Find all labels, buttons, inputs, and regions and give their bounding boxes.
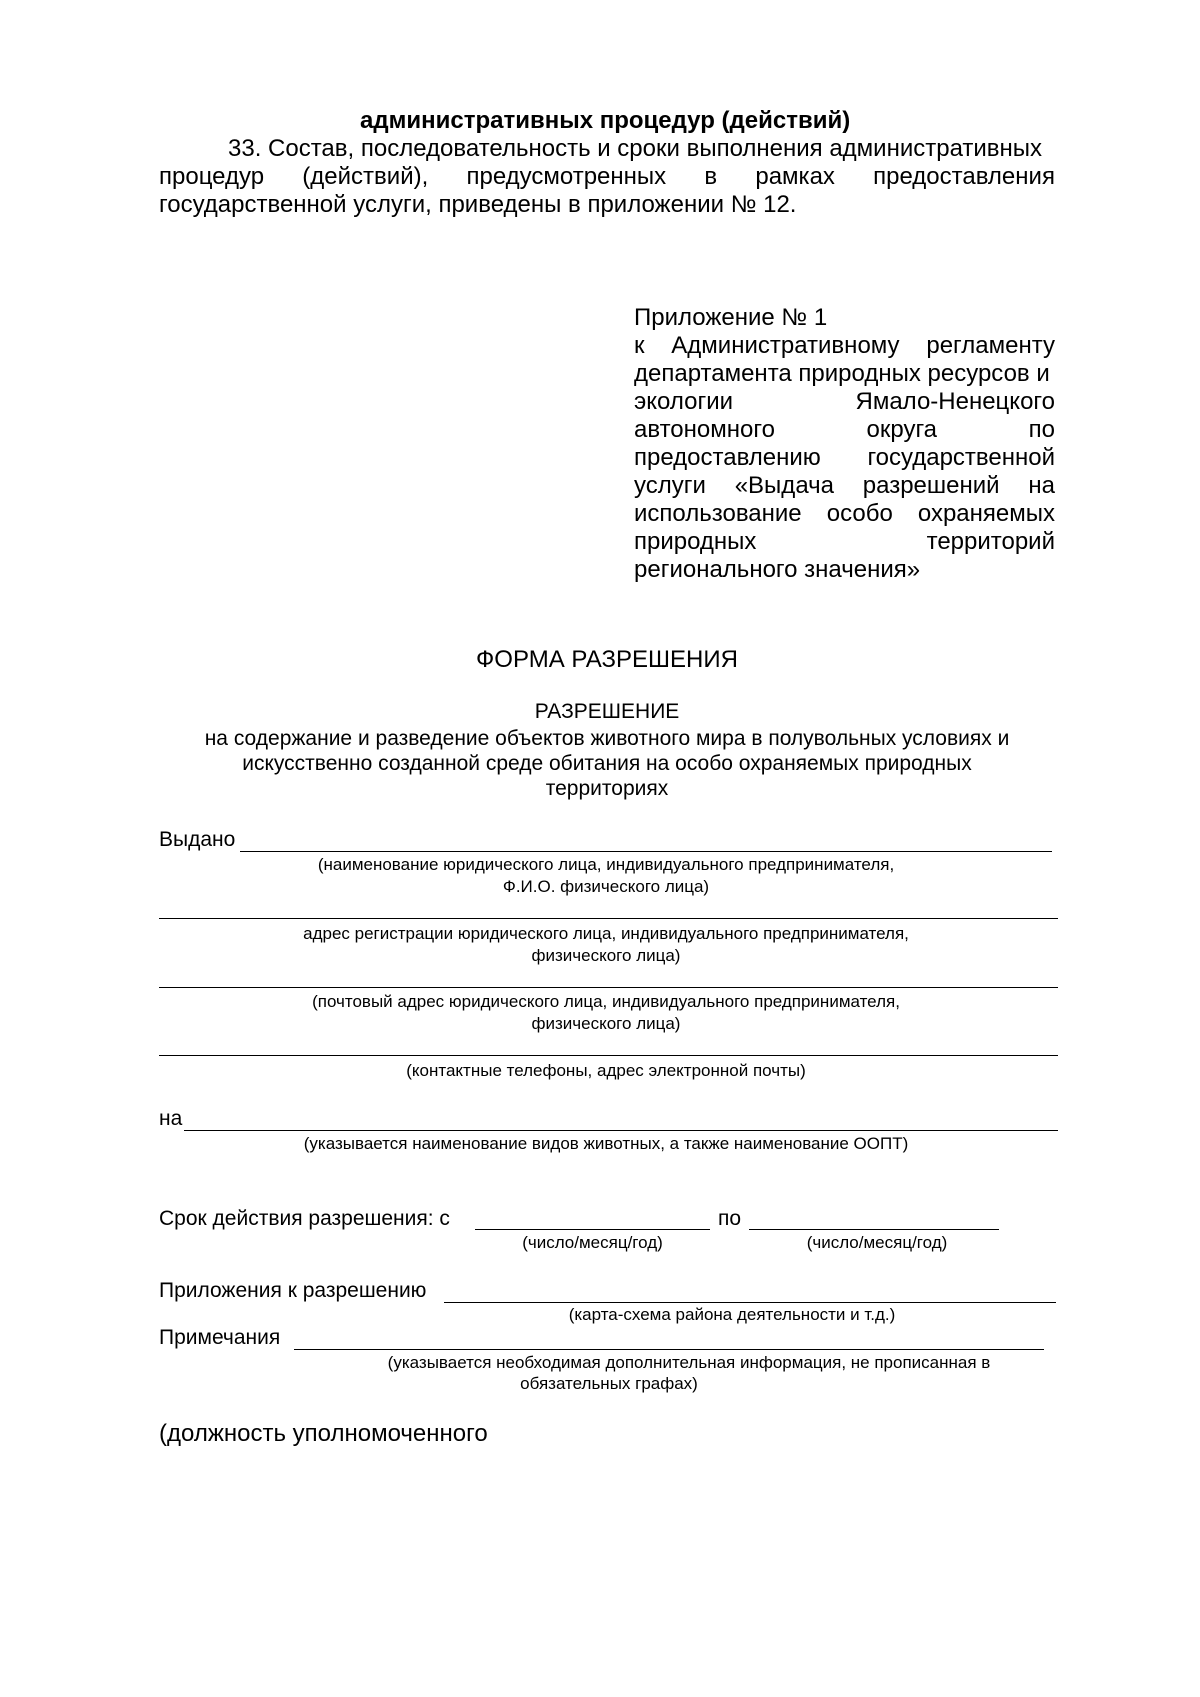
word: экологии — [634, 388, 734, 415]
permit-subtitle-1: на содержание и разведение объектов животного мира в полувольных условиях и — [204, 727, 1010, 750]
postal-address-field-line[interactable] — [159, 987, 1058, 988]
word: округа — [866, 416, 938, 443]
attachments-label: Приложения к разрешению — [159, 1279, 427, 1302]
section-heading: административных процедур (действий) — [360, 107, 851, 134]
notes-label: Примечания — [159, 1326, 281, 1349]
date-hint-from: (число/месяц/год) — [522, 1233, 663, 1252]
appendix-line: регионального значения» — [634, 556, 921, 583]
paragraph-33-line-2 — [159, 162, 1055, 192]
contacts-field-line[interactable] — [159, 1055, 1058, 1056]
notes-hint-1: (указывается необходимая дополнительная информация, не прописанная в — [387, 1353, 991, 1372]
word: Ямало-Ненецкого — [855, 388, 1055, 415]
word: услуги — [634, 472, 706, 499]
permit-subtitle-3: территориях — [545, 777, 669, 800]
position-label: (должность уполномоченного — [159, 1420, 488, 1447]
word: (действий), — [302, 163, 429, 190]
word: природных — [634, 528, 757, 555]
notes-hint-2: обязательных графах) — [520, 1374, 698, 1393]
reg-address-hint-1: адрес регистрации юридического лица, индивидуального предпринимателя, — [303, 924, 909, 943]
word: Административному — [671, 332, 900, 359]
appendix-line — [634, 527, 1055, 555]
word: особо — [826, 500, 893, 527]
reg-address-field-line[interactable] — [159, 918, 1058, 919]
word: использование — [634, 500, 802, 527]
validity-to-label: по — [718, 1207, 742, 1230]
appendix-line — [634, 471, 1055, 499]
appendix-title: Приложение № 1 — [634, 304, 828, 331]
word: государственной — [867, 444, 1055, 471]
attachments-hint: (карта-схема района деятельности и т.д.) — [568, 1305, 896, 1324]
word: процедур — [159, 163, 265, 190]
word: в — [704, 163, 718, 190]
paragraph-33-line-3: государственной услуги, приведены в приложении № 12. — [159, 191, 797, 218]
appendix-line — [634, 443, 1055, 471]
appendix-body — [634, 331, 1055, 583]
appendix-line — [634, 359, 1055, 387]
word: регламенту — [926, 332, 1055, 359]
on-hint: (указывается наименование видов животных, а также наименование ООПТ) — [303, 1134, 909, 1153]
word: охраняемых — [917, 500, 1055, 527]
appendix-line — [634, 499, 1055, 527]
permit-subtitle-2: искусственно созданной среде обитания на особо охраняемых природных — [242, 752, 972, 775]
appendix-line — [634, 387, 1055, 415]
postal-hint-2: физического лица) — [531, 1014, 681, 1033]
word: к — [634, 332, 645, 359]
issued-hint-2: Ф.И.О. физического лица) — [502, 877, 710, 896]
paragraph-33-line-1: 33. Состав, последовательность и сроки выполнения административных — [228, 135, 1043, 162]
word: территорий — [926, 528, 1055, 555]
word: «Выдача — [734, 472, 834, 499]
word: предусмотренных — [466, 163, 667, 190]
issued-hint-1: (наименование юридического лица, индивидуального предпринимателя, — [317, 855, 895, 874]
validity-to-field-line[interactable] — [749, 1229, 999, 1230]
issued-field-line[interactable] — [240, 851, 1052, 852]
appendix-line — [634, 331, 1055, 359]
word: по — [1028, 416, 1055, 443]
attachments-field-line[interactable] — [444, 1302, 1056, 1303]
validity-from-field-line[interactable] — [475, 1229, 710, 1230]
word: рамках — [755, 163, 835, 190]
date-hint-to: (число/месяц/год) — [806, 1233, 948, 1252]
validity-label: Срок действия разрешения: с — [159, 1207, 450, 1230]
form-title: ФОРМА РАЗРЕШЕНИЯ — [476, 646, 738, 673]
permit-title: РАЗРЕШЕНИЕ — [534, 700, 680, 723]
word: разрешений — [862, 472, 1000, 499]
word: на — [1028, 472, 1055, 499]
word: предоставления — [873, 163, 1055, 190]
on-label: на — [159, 1107, 183, 1130]
appendix-line — [634, 415, 1055, 443]
contacts-hint: (контактные телефоны, адрес электронной почты) — [406, 1061, 806, 1080]
word: предоставлению — [634, 444, 821, 471]
word: департамента природных ресурсов и — [634, 360, 1050, 387]
reg-address-hint-2: физического лица) — [531, 946, 681, 965]
postal-hint-1: (почтовый адрес юридического лица, индивидуального предпринимателя, — [312, 992, 900, 1011]
word: автономного — [634, 416, 775, 443]
on-field-line[interactable] — [184, 1130, 1058, 1131]
notes-field-line[interactable] — [294, 1349, 1044, 1350]
issued-label: Выдано — [159, 828, 236, 851]
